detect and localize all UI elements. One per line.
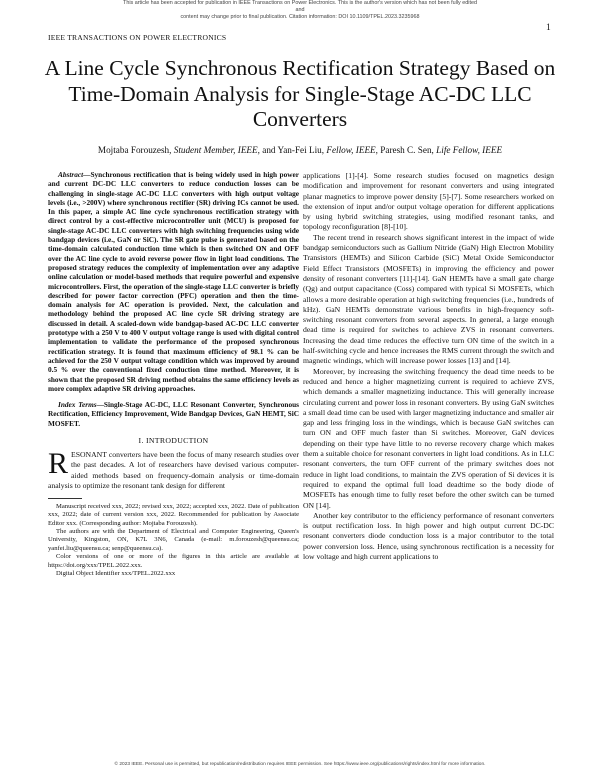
- author-name: Paresh C. Sen,: [380, 145, 434, 155]
- body-paragraph: Another key contributor to the efficiency performance of resonant converters is output rectification loss. In high power and high output current DC-DC resonant converters diode conduction loss is a major contributor to the total power conversion loss. Hence, using synchronous rectification is a necessity for low voltage and high current applications to: [303, 510, 554, 561]
- body-paragraph: Moreover, by increasing the switching frequency the dead time needs to be reduced and hence a higher magnetizing current is required to achieve ZVS, which demands a smaller magnetizing inductance. This will generally increase circulating current and power loss in resonant converters. By using GaN switches a small dead time can be used with larger magnetizing inductance and smaller air gap and less fringing loss in the windings, which is because GaN switches can turn ON and OFF much faster than Si switches. Moreover, GaN devices depending on their type have little to no reverse recovery charge which makes them a suitable choice for resonant converters in light load conditions. As in LLC resonant converters, the turn OFF current of the primary switches does not reduce in light load conditions, to maintain the ZVS operation of Si devices it is required to expand the optimal full load deadtime so the body diode of MOSFETs has enough time to fully reset before the other switch can be turned ON [14].: [303, 366, 554, 510]
- footnote-manuscript: Manuscript received xxx, 2022; revised xxx, 2022; accepted xxx, 2022. Date of publication xxx, 2022; date of current version xxx, 2022. Recommended for publication by Associate Editor xxx. (Corresponding author: Mojtaba Forouzesh).: [48, 502, 299, 527]
- author-line: [40, 145, 560, 155]
- journal-name: IEEE TRANSACTIONS ON POWER ELECTRONICS: [48, 33, 227, 42]
- author-name: Mojtaba Forouzesh,: [97, 145, 172, 155]
- author-name: Yan-Fei Liu,: [277, 145, 325, 155]
- notice-line-1: This article has been accepted for publication in IEEE Transactions on Power Electronics. This is the author's version which has not been fully edited and: [123, 0, 477, 13]
- paper-title: A Line Cycle Synchronous Rectification Strategy Based on Time-Domain Analysis for Single-Stage AC-DC LLC Converters: [44, 56, 556, 131]
- footnote-divider: [48, 498, 82, 499]
- abstract-text: —Synchronous rectification that is being widely used in high power and current DC-DC LLC converters to reduce conduction losses can be challenging in single-stage AC-DC LLC converters with high output voltage levels (i.e., >200V) where synchronous rectifier (SR) driving ICs cannot be used. In this paper, a simple AC line cycle synchronous rectification strategy with direct control by a cost-effective microcontroller unit (MCU) is proposed for single-stage AC-DC LLC converters with high switching frequencies using wide bandgap devices (i.e., GaN or SiC). The SR gate pulse is generated based on the time-domain calculated conduction time which is then switched ON and OFF over the AC line cycle to avoid reverse power flow in light load conditions. The proposed strategy reduces the complexity of implementation over any adaptive online calculation or model-based methods that require powerful and expensive microcontrollers. First, the operation of the single-stage LLC converter is briefly described for power factor correction (PFC) operation and then the time-domain analysis for AC operation is provided. Next, the calculation and methodology behind the proposed AC line cycle SR driving strategy are discussed in detail. A scaled-down wide bandgap-based AC-DC LLC converter prototype with a 250 V to 400 V output voltage range is used with digital control implementation to validate the performance of the proposed synchronous rectification strategy. It is found that maximum efficiency of 98.1 % can be achieved for the 250 V output voltage condition which was improved by around 0.5 % over the conventional fixed conduction time method. Moreover, it is shown that the proposed SR driving method obtains the same efficiency levels as more complex adaptive SR driving approaches.: [48, 170, 299, 393]
- drop-cap: R: [48, 447, 69, 481]
- author-role: Fellow, IEEE,: [326, 145, 378, 155]
- footnote-doi: Digital Object Identifier xxx/TPEL.2022.xxx: [56, 569, 176, 577]
- intro-paragraph: [48, 447, 299, 490]
- abstract: [48, 170, 299, 393]
- page-number: 1: [546, 23, 551, 33]
- body-paragraph: applications [1]-[4]. Some research studies focused on magnetics design modification and improvement for resonant converters and using integrated planar magnetics to improve power density [5]-[7]. Some researchers worked on the extension of input and/or output voltage operation for different applications by using hybrid switching strategies, using modified resonant tanks, and topology reconfiguration [8]-[10].: [303, 171, 554, 232]
- author-role: Life Fellow, IEEE: [436, 145, 503, 155]
- footnotes: [48, 503, 299, 579]
- footnote-color-versions: Color versions of one or more of the figures in this article are available at https://doi.org/xxx/TPEL.2022.xxx.: [48, 553, 299, 569]
- index-terms-text: —Single-Stage AC-DC, LLC Resonant Converter, Synchronous Rectification, Efficiency Improvement, Wide Bandgap Devices, GaN HEMT, SiC MOSFET.: [48, 400, 299, 428]
- index-terms-label: Index Terms: [58, 400, 97, 410]
- publication-notice: [120, 0, 480, 21]
- notice-line-2: content may change prior to final publication. Citation information: DOI 10.1109/TPEL.2023.3235968: [180, 14, 420, 20]
- footnote-affiliation: The authors are with the Department of Electrical and Computer Engineering, Queen's University, Kingston, ON, K7L 3N6, Canada (e-mail: m.forouzesh@queensu.ca; yanfei.liu@queensu.ca; senp@queensu.ca).: [48, 527, 299, 552]
- right-column: [303, 171, 554, 562]
- author-role: Student Member, IEEE,: [173, 145, 260, 155]
- abstract-label: Abstract: [58, 170, 84, 179]
- author-conjunction: and: [262, 145, 276, 155]
- body-paragraph: The recent trend in research shows significant interest in the impact of wide bandgap semiconductors such as Gallium Nitride (GaN) High Electron Mobility Transistors (HEMTs) and Silicon Carbide (SiC) Metal Oxide Semiconductor Field Effect Transistors (MOSFETs) in improving the efficiency and power density of resonant converters [11]-[14]. GaN HEMTs have a small gate charge (Qg) and output capacitance (Coss) compared with typical Si MOSFETs, which allows a more desirable operation at high switching frequencies (i.e., hundreds of kHz). GaN HEMTs demonstrate various benefits in high-frequency soft-switching resonant converters from several aspects. In general, a large enough dead time is required for switches to achieve ZVS in resonant converters. Increasing the dead time reduces the effective turn ON time of the switch in a half-switching cycle and hence increases the RMS current through the switch and magnetic windings, which will increase power losses [13] and [14].: [303, 232, 554, 366]
- section-heading: I. INTRODUCTION: [138, 436, 209, 446]
- intro-text: ESONANT converters have been the focus of many research studies over the past decades. A lot of researchers have devised various computer-aided methods based on frequency-domain analysis or time-domain analysis to optimize the resonant tank design for different: [48, 450, 299, 490]
- copyright-footer: © 2023 IEEE. Personal use is permitted, but republication/redistribution requires IEEE permission. See https://www.ieee.org/publications/rights/index.html for more information.: [114, 762, 486, 767]
- index-terms: [48, 400, 299, 428]
- left-column: [48, 170, 299, 578]
